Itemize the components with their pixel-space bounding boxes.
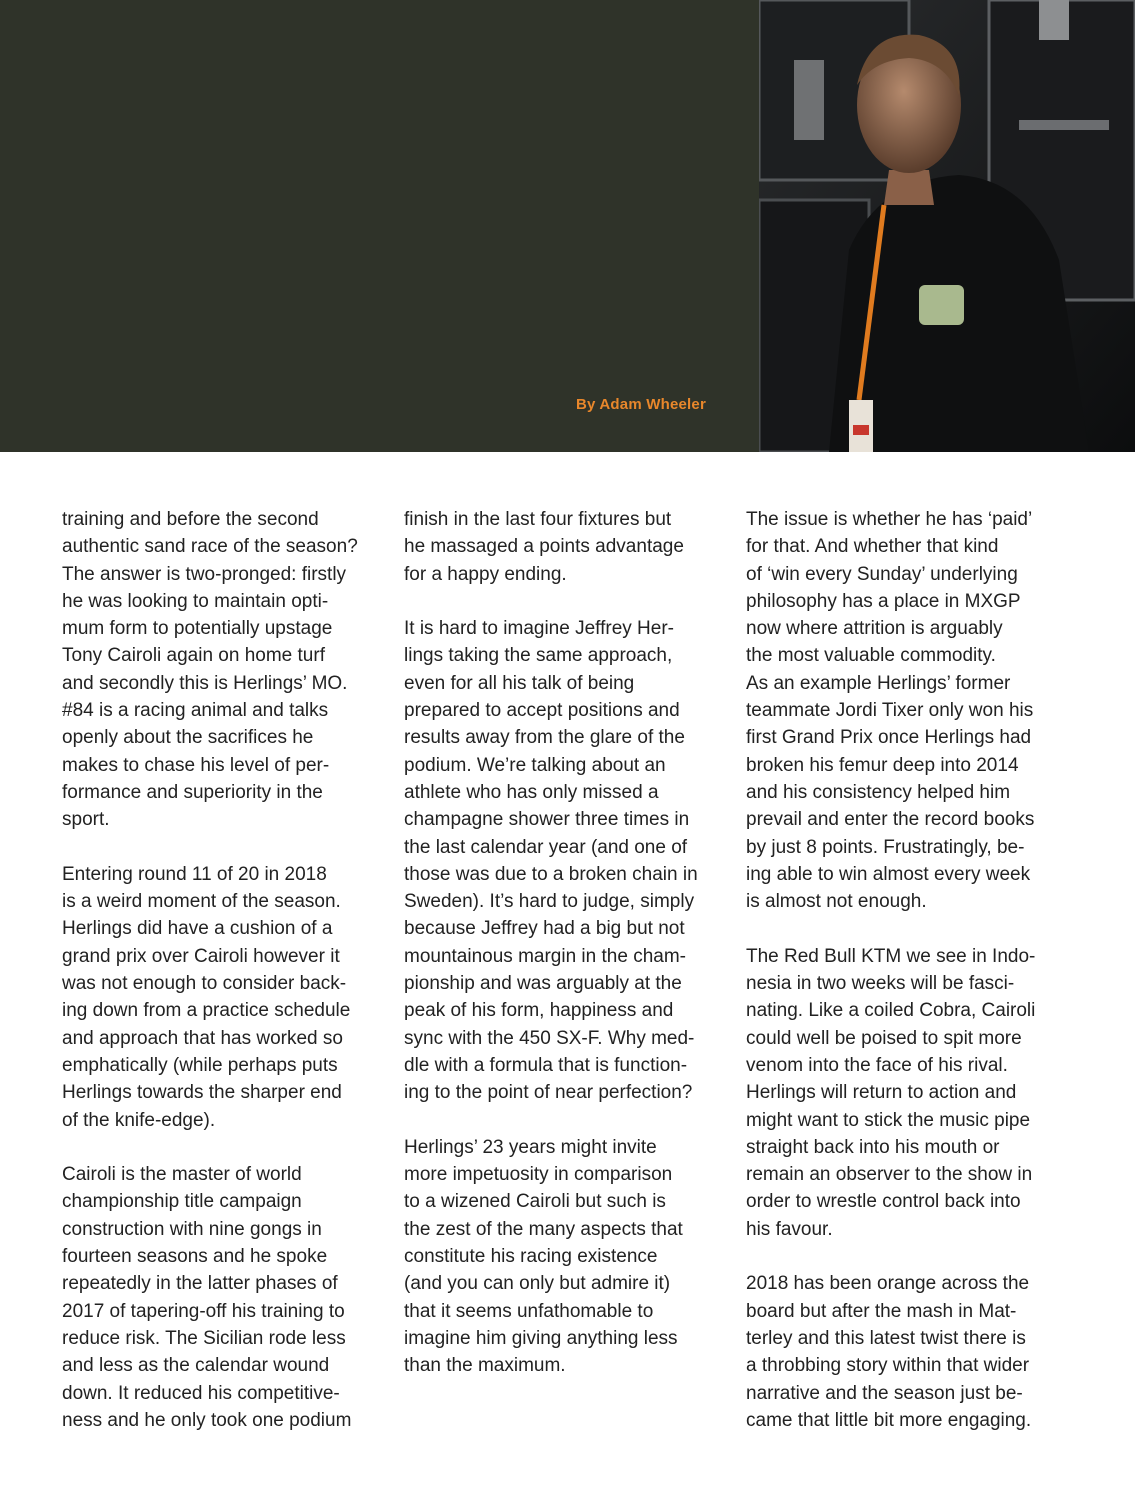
text-line: the last calendar year (and one of (404, 836, 688, 858)
text-line: those was due to a broken chain in (404, 863, 698, 885)
text-line: prevail and enter the record books (746, 809, 1035, 831)
text-line: Entering round 11 of 20 in 2018 (62, 863, 327, 885)
text-line: mountainous margin in the cham- (404, 945, 686, 967)
text-line: of the knife-edge). (62, 1109, 216, 1131)
text-line: Tony Cairoli again on home turf (62, 645, 325, 667)
text-line: than the maximum. (404, 1355, 566, 1377)
text-line: ing down from a practice schedule (62, 1000, 351, 1022)
article-column-1 (62, 506, 374, 1461)
text-line: now where attrition is arguably (746, 618, 1003, 640)
text-line: and less as the calendar wound (62, 1355, 330, 1377)
text-line: The issue is whether he has ‘paid’ (746, 509, 1033, 530)
text-line: because Jeffrey had a big but not (404, 918, 685, 940)
text-line: fourteen seasons and he spoke (62, 1246, 328, 1268)
text-line: dle with a formula that is function- (404, 1054, 688, 1076)
text-line: sync with the 450 SX-F. Why med- (404, 1027, 695, 1049)
text-line: Herlings will return to action and (746, 1082, 1017, 1104)
text-line: constitute his racing existence (404, 1246, 658, 1268)
text-line: ing able to win almost every week (746, 863, 1031, 885)
text-line: construction with nine gongs in (62, 1218, 322, 1240)
text-line: Herlings’ 23 years might invite (404, 1136, 657, 1158)
text-line: 2017 of tapering-off his training to (62, 1300, 345, 1322)
text-line: emphatically (while perhaps puts (62, 1054, 338, 1076)
text-line: more impetuosity in comparison (404, 1164, 673, 1186)
text-line: It is hard to imagine Jeffrey Her- (404, 618, 674, 640)
text-line: was not enough to consider back- (62, 973, 347, 995)
article-column-3 (746, 506, 1058, 1461)
article-paragraph (404, 615, 716, 1106)
article-paragraph (746, 943, 1058, 1243)
text-line: mum form to potentially upstage (62, 618, 333, 640)
text-line: venom into the face of his rival. (746, 1054, 1008, 1076)
article-column-2 (404, 506, 716, 1407)
text-line: nesia in two weeks will be fasci- (746, 973, 1015, 995)
text-line: finish in the last four fixtures but (404, 509, 672, 530)
text-line: imagine him giving anything less (404, 1327, 678, 1349)
article-paragraph (62, 506, 374, 834)
text-line: lings taking the same approach, (404, 645, 673, 667)
article-paragraph (746, 506, 1058, 915)
text-line: narrative and the season just be- (746, 1382, 1023, 1404)
text-line: pionship and was arguably at the (404, 973, 682, 995)
text-line: terley and this latest twist there is (746, 1327, 1026, 1349)
text-line: formance and superiority in the (62, 781, 323, 803)
text-line: broken his femur deep into 2014 (746, 754, 1019, 776)
article-paragraph (62, 1161, 374, 1434)
text-line: podium. We’re talking about an (404, 754, 666, 776)
text-line: championship title campaign (62, 1191, 302, 1213)
text-line: results away from the glare of the (404, 727, 685, 749)
text-line: and his consistency helped him (746, 781, 1011, 803)
text-line: Herlings did have a cushion of a (62, 918, 333, 940)
hero-banner (0, 0, 1135, 452)
text-line: Sweden). It’s hard to judge, simply (404, 891, 695, 913)
text-line: down. It reduced his competitive- (62, 1382, 340, 1404)
text-line: grand prix over Cairoli however it (62, 945, 340, 967)
text-line: came that little bit more engaging. (746, 1409, 1032, 1431)
portrait-photo (759, 0, 1135, 452)
article-paragraph (404, 506, 716, 588)
text-line: his favour. (746, 1218, 833, 1240)
text-line: peak of his form, happiness and (404, 1000, 674, 1022)
text-line: the most valuable commodity. (746, 645, 996, 667)
text-line: is a weird moment of the season. (62, 891, 341, 913)
text-line: board but after the mash in Mat- (746, 1300, 1017, 1322)
text-line: straight back into his mouth or (746, 1136, 1000, 1158)
text-line: and secondly this is Herlings’ MO. (62, 672, 348, 694)
byline: By Adam Wheeler (576, 396, 706, 413)
text-line: openly about the sacrifices he (62, 727, 314, 749)
text-line: 2018 has been orange across the (746, 1273, 1030, 1295)
text-line: As an example Herlings’ former (746, 672, 1011, 694)
text-line: for that. And whether that kind (746, 536, 999, 558)
text-line: even for all his talk of being (404, 672, 635, 694)
text-line: might want to stick the music pipe (746, 1109, 1031, 1131)
text-line: for a happy ending. (404, 563, 567, 585)
article-paragraph (746, 1270, 1058, 1434)
text-line: champagne shower three times in (404, 809, 690, 831)
text-line: sport. (62, 809, 110, 831)
text-line: Herlings towards the sharper end (62, 1082, 342, 1104)
text-line: Cairoli is the master of world (62, 1164, 302, 1186)
text-line: that it seems unfathomable to (404, 1300, 654, 1322)
article-paragraph (404, 1134, 716, 1380)
text-line: by just 8 points. Frustratingly, be- (746, 836, 1025, 858)
article-paragraph (62, 861, 374, 1134)
text-line: first Grand Prix once Herlings had (746, 727, 1032, 749)
text-line: #84 is a racing animal and talks (62, 700, 329, 722)
text-line: could well be poised to spit more (746, 1027, 1022, 1049)
text-line: ness and he only took one podium (62, 1409, 352, 1431)
text-line: to a wizened Cairoli but such is (404, 1191, 666, 1213)
text-line: athlete who has only missed a (404, 781, 659, 803)
text-line: makes to chase his level of per- (62, 754, 330, 776)
text-line: is almost not enough. (746, 891, 927, 913)
text-line: repeatedly in the latter phases of (62, 1273, 338, 1295)
text-line: reduce risk. The Sicilian rode less (62, 1327, 346, 1349)
text-line: (and you can only but admire it) (404, 1273, 671, 1295)
text-line: remain an observer to the show in (746, 1164, 1033, 1186)
text-line: philosophy has a place in MXGP (746, 590, 1021, 612)
text-line: The Red Bull KTM we see in Indo- (746, 945, 1036, 967)
text-line: order to wrestle control back into (746, 1191, 1021, 1213)
text-line: he massaged a points advantage (404, 536, 684, 558)
text-line: training and before the second (62, 509, 319, 530)
text-line: prepared to accept positions and (404, 700, 680, 722)
text-line: and approach that has worked so (62, 1027, 343, 1049)
text-line: of ‘win every Sunday’ underlying (746, 563, 1018, 585)
text-line: The answer is two-pronged: firstly (62, 563, 347, 585)
text-line: a throbbing story within that wider (746, 1355, 1030, 1377)
text-line: ing to the point of near perfection? (404, 1082, 693, 1104)
text-line: teammate Jordi Tixer only won his (746, 700, 1034, 722)
text-line: the zest of the many aspects that (404, 1218, 683, 1240)
text-line: authentic sand race of the season? (62, 536, 358, 558)
text-line: nating. Like a coiled Cobra, Cairoli (746, 1000, 1036, 1022)
text-line: he was looking to maintain opti- (62, 590, 329, 612)
